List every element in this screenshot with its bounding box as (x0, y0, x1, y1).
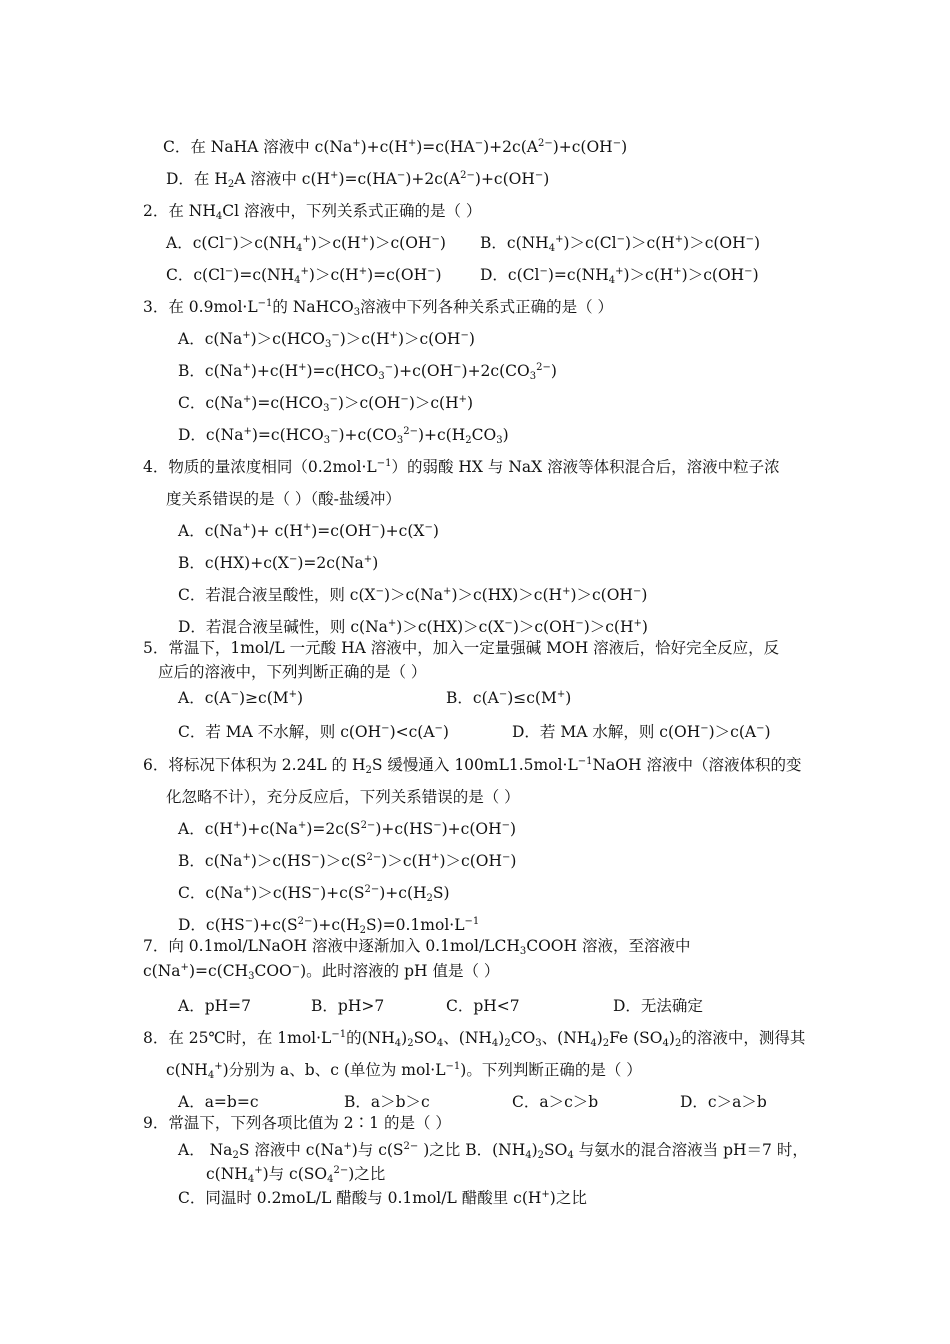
text-line: D．若混合液呈碱性，则 c(Na+)＞c(HX)＞c(X−)＞c(OH−)＞c(H+) (178, 618, 648, 636)
text-line: B．pH>7 (311, 997, 385, 1015)
text-line: D．若 MA 水解，则 c(OH−)＞c(A−) (512, 723, 771, 741)
text-line: B．$c(Na^+)+c(H^+)=c(HCO_3^-)+c(OH^-)+2c(CO_3^{2-})$ (178, 362, 557, 382)
text-line: D．在 $H_2A$ 溶液中 $c(H^+)=c(HA^-)+2c(A^{2-})+c(OH^-)$ (166, 170, 550, 190)
text-line: A．$c(H^+)+c(Na^+)=2c(S^{2-})+c(HS^-)+c(OH^-)$ (178, 820, 517, 838)
text-line: 度关系错误的是（ ）（酸-盐缓冲） (166, 490, 401, 508)
text-line: 应后的溶液中，下列判断正确的是（ ） (158, 663, 427, 681)
text-line: 化忽略不计），充分反应后，下列关系错误的是（ ） (166, 788, 520, 806)
text-line: A．pH=7 (178, 997, 251, 1015)
text-line: B．c(A−)≤c(M+) (446, 689, 572, 707)
text-line: 8．在 25℃时，在 $1mol\cdot L^{-1}$的$(NH_4)_2SO_4$、$(NH_4)_2CO_3$、$(NH_4)_2Fe$ $(SO_4)_2$的溶液中，测得其 (143, 1029, 806, 1049)
text-line: A． $Na_2S$ 溶液中 c(Na+)与 $c(S^{2-}$ )之比 B．$(NH_4)_2SO_4$ 与氨水的混合溶液当 pH＝7 时， (178, 1141, 808, 1161)
text-line: $c(NH_4^+)$分别为 a、b、c (单位为 $mol\cdot L^{-1}$)。下列判断正确的是（ ） (166, 1061, 642, 1081)
text-line: 6．将标况下体积为 2.24L 的 $H_2S$ 缓慢通入 $100mL1.5mol\cdot L^{-1}NaOH$ 溶液中（溶液体积的变 (143, 756, 802, 776)
text-line: D．$c(Cl^-)=c(NH_4^+)>c(H^+)>c(OH^-)$ (480, 266, 759, 286)
text-line: A．c(Na+)+ c(H+)=c(OH−)+c(X−) (178, 522, 439, 540)
text-line: C．a＞c＞b (512, 1093, 599, 1111)
text-line: 3．在 $0.9mol\cdot L^{-1}$的 NaHCO$_3$溶液中下列各种关系式正确的是（ ） (143, 298, 614, 318)
text-line: C．同温时 0.2moL/L 醋酸与 0.1mol/L 醋酸里 c(H+)之比 (178, 1189, 587, 1207)
text-line: C．$c(Na^+)>c(HS^-)+c(S^{2-})+c(H_2S)$ (178, 884, 450, 904)
text-line: 2．在 $NH_4Cl$ 溶液中，下列关系式正确的是（ ） (143, 202, 482, 222)
text-line: D．无法确定 (613, 997, 703, 1015)
text-line: D．$c(Na^+)=c(HCO_3^-)+c(CO_3^{2-})+c(H_2CO_3)$ (178, 426, 509, 446)
text-line: C．若 MA 不水解，则 c(OH−)<c(A−) (178, 723, 449, 741)
text-line: B．$c(NH_4^+)>c(Cl^-)>c(H^+)>c(OH^-)$ (480, 234, 761, 254)
text-line: A．$c(Na^+)>c(HCO_3^-)>c(H^+)>c(OH^-)$ (178, 330, 475, 350)
text-line: C．在 NaHA 溶液中 $c(Na^+)+c(H^+)=c(HA^-)+2c(A^{2-})+c(OH^-)$ (163, 138, 628, 156)
text-line: $c(Na^+)=c(CH_3COO^-)$。此时溶液的 pH 值是（ ） (143, 962, 500, 982)
text-line: 9．常温下，下列各项比值为 2∶1 的是（ ） (143, 1114, 451, 1132)
text-line: B．a＞b＞c (344, 1093, 430, 1111)
text-line: 7．向 0.1mol/LNaOH 溶液中逐渐加入 $0.1mol/LCH_3COOH$ 溶液，至溶液中 (143, 937, 691, 957)
text-line: $c(NH_4^+)$与 $c(SO_4^{2-})$之比 (206, 1165, 386, 1185)
text-line: C．$c(Cl^-)=c(NH_4^+)>c(H^+)=c(OH^-)$ (166, 266, 442, 286)
text-line: 4．物质的量浓度相同$(0.2mol\cdot L^{-1})$的弱酸 HX 与 NaX 溶液等体积混合后，溶液中粒子浓 (143, 458, 780, 476)
text-line: D．c＞a＞b (680, 1093, 767, 1111)
text-line: C．pH<7 (446, 997, 520, 1015)
text-line: B．c(HX)+c(X−)=2c(Na+) (178, 554, 379, 572)
text-line: A．$c(Cl^-)>c(NH_4^+)>c(H^+)>c(OH^-)$ (166, 234, 446, 254)
text-line: 5．常温下，1mol/L 一元酸 HA 溶液中，加入一定量强碱 MOH 溶液后，恰好完全反应，反 (143, 639, 780, 657)
text-line: D．$c(HS^-)+c(S^{2-})+c(H_2S)=0.1mol\cdot L^{-1}$ (178, 916, 480, 936)
text-line: C．若混合液呈酸性，则 c(X−)＞c(Na+)＞c(HX)＞c(H+)＞c(OH−) (178, 586, 648, 604)
text-line: A．a=b=c (178, 1093, 259, 1111)
text-line: B．$c(Na^+)>c(HS^-)>c(S^{2-})>c(H^+)>c(OH^-)$ (178, 852, 517, 870)
text-line: A．c(A−)≥c(M+) (178, 689, 304, 707)
text-line: C．$c(Na^+)=c(HCO_3^-)>c(OH^-)>c(H^+)$ (178, 394, 474, 414)
